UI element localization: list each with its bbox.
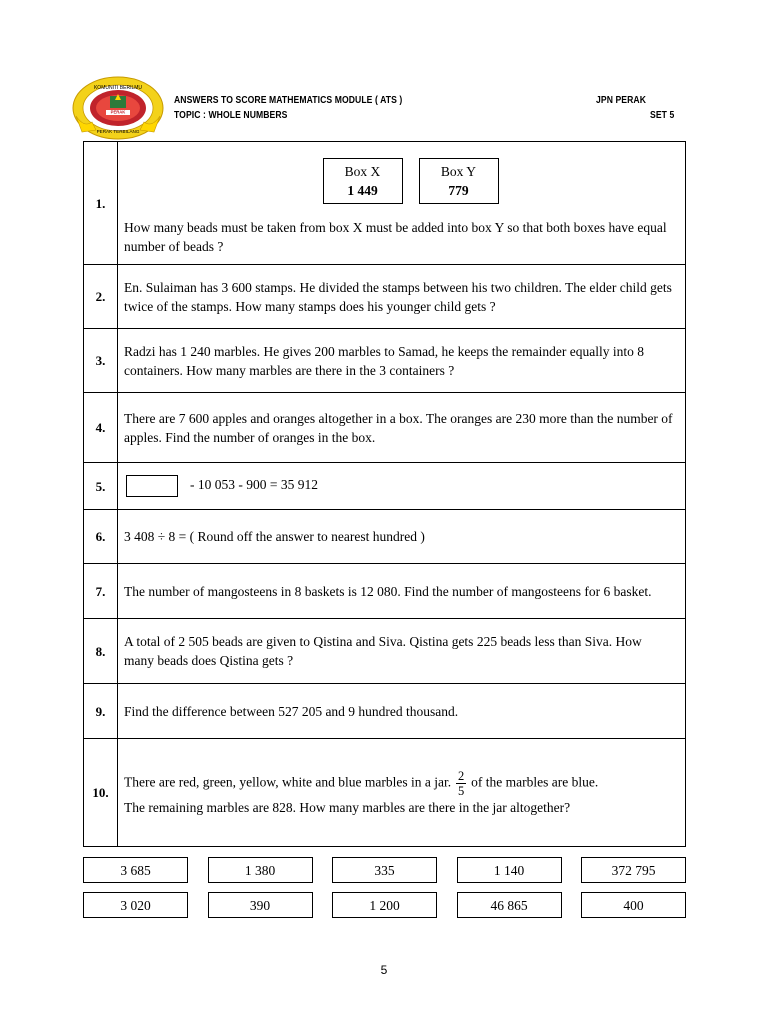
answer-option[interactable]: 1 140 xyxy=(457,857,562,883)
fraction-numerator: 2 xyxy=(458,768,465,783)
answer-option[interactable]: 372 795 xyxy=(581,857,686,883)
answer-row-1 xyxy=(83,857,686,883)
answer-row-2 xyxy=(83,892,686,918)
logo-center-text: PERAK xyxy=(110,109,126,115)
question-row-9 xyxy=(84,684,686,739)
module-title: ANSWERS TO SCORE MATHEMATICS MODULE ( ATS ) xyxy=(174,94,403,106)
question-number: 4. xyxy=(84,393,118,463)
question-text: - 10 053 - 900 = 35 912 xyxy=(190,477,318,493)
question-number: 7. xyxy=(84,564,118,619)
answer-option[interactable]: 1 380 xyxy=(208,857,313,883)
question-number: 6. xyxy=(84,510,118,564)
answer-blank-box[interactable] xyxy=(126,475,178,497)
question-text: 3 408 ÷ 8 = ( Round off the answer to nearest hundred ) xyxy=(118,510,686,564)
answer-option[interactable]: 46 865 xyxy=(457,892,562,918)
question-row-8 xyxy=(84,619,686,684)
question-number: 1. xyxy=(84,142,118,265)
topic-title: TOPIC : WHOLE NUMBERS xyxy=(174,109,288,121)
answer-option[interactable]: 1 200 xyxy=(332,892,437,918)
question-text: There are 7 600 apples and oranges altogether in a box. The oranges are 230 more than the number of apples. Find the number of oranges in the box. xyxy=(118,393,686,463)
question-text: How many beads must be taken from box X must be added into box Y so that both boxes have equal number of beads ? xyxy=(124,220,667,254)
logo-text-top: KOMUNITI BERILMU xyxy=(93,85,143,91)
answer-options xyxy=(83,857,686,927)
question-row-5 xyxy=(84,463,686,510)
question-number: 2. xyxy=(84,265,118,329)
question-text: The number of mangosteens in 8 baskets is 12 080. Find the number of mangosteens for 6 basket. xyxy=(118,564,686,619)
question-number: 5. xyxy=(84,463,118,510)
box-x xyxy=(323,158,403,204)
question-text: A total of 2 505 beads are given to Qistina and Siva. Qistina gets 225 beads less than Siva. How many beads does Qistina gets ? xyxy=(118,619,686,684)
box-y-label: Box Y xyxy=(440,164,477,179)
question-text: Radzi has 1 240 marbles. He gives 200 marbles to Samad, he keeps the remainder equally into 8 containers. How many marbles are there in the 3 containers ? xyxy=(118,329,686,393)
answer-option[interactable]: 3 020 xyxy=(83,892,188,918)
question-row-4 xyxy=(84,393,686,463)
box-x-value: 1 449 xyxy=(347,183,378,198)
answer-option[interactable]: 390 xyxy=(208,892,313,918)
question-text-line2: The remaining marbles are 828. How many marbles are there in the jar altogether? xyxy=(124,799,571,815)
page-header xyxy=(70,76,690,140)
fraction xyxy=(456,769,466,798)
question-number: 8. xyxy=(84,619,118,684)
question-row-1 xyxy=(84,142,686,265)
question-number: 9. xyxy=(84,684,118,739)
question-text-line1 xyxy=(124,769,675,798)
question-row-3 xyxy=(84,329,686,393)
question-text: En. Sulaiman has 3 600 stamps. He divided the stamps between his two children. The elder child gets twice of the stamps. How many stamps does his younger child gets ? xyxy=(118,265,686,329)
question-text-part: There are red, green, yellow, white and blue marbles in a jar. xyxy=(124,774,452,790)
box-x-label: Box X xyxy=(344,164,381,179)
box-y-value: 779 xyxy=(448,183,469,198)
box-y xyxy=(419,158,499,204)
question-row-10 xyxy=(84,739,686,847)
box-pair xyxy=(146,158,675,204)
question-text-part: of the marbles are blue. xyxy=(471,774,599,790)
page-number: 5 xyxy=(380,963,388,977)
question-row-7 xyxy=(84,564,686,619)
answer-option[interactable]: 335 xyxy=(332,857,437,883)
question-row-6 xyxy=(84,510,686,564)
question-number: 10. xyxy=(84,739,118,847)
question-text: Find the difference between 527 205 and 9 hundred thousand. xyxy=(118,684,686,739)
question-number: 3. xyxy=(84,329,118,393)
logo-text-bottom: PERAK TERBILANG xyxy=(96,129,140,134)
fraction-denominator: 5 xyxy=(458,783,465,798)
answer-option[interactable]: 400 xyxy=(581,892,686,918)
answer-option[interactable]: 3 685 xyxy=(83,857,188,883)
question-row-2 xyxy=(84,265,686,329)
organization-label: JPN PERAK xyxy=(596,94,647,106)
questions-table xyxy=(83,141,686,847)
set-label: SET 5 xyxy=(650,109,675,121)
jpn-perak-logo-icon xyxy=(72,76,164,140)
